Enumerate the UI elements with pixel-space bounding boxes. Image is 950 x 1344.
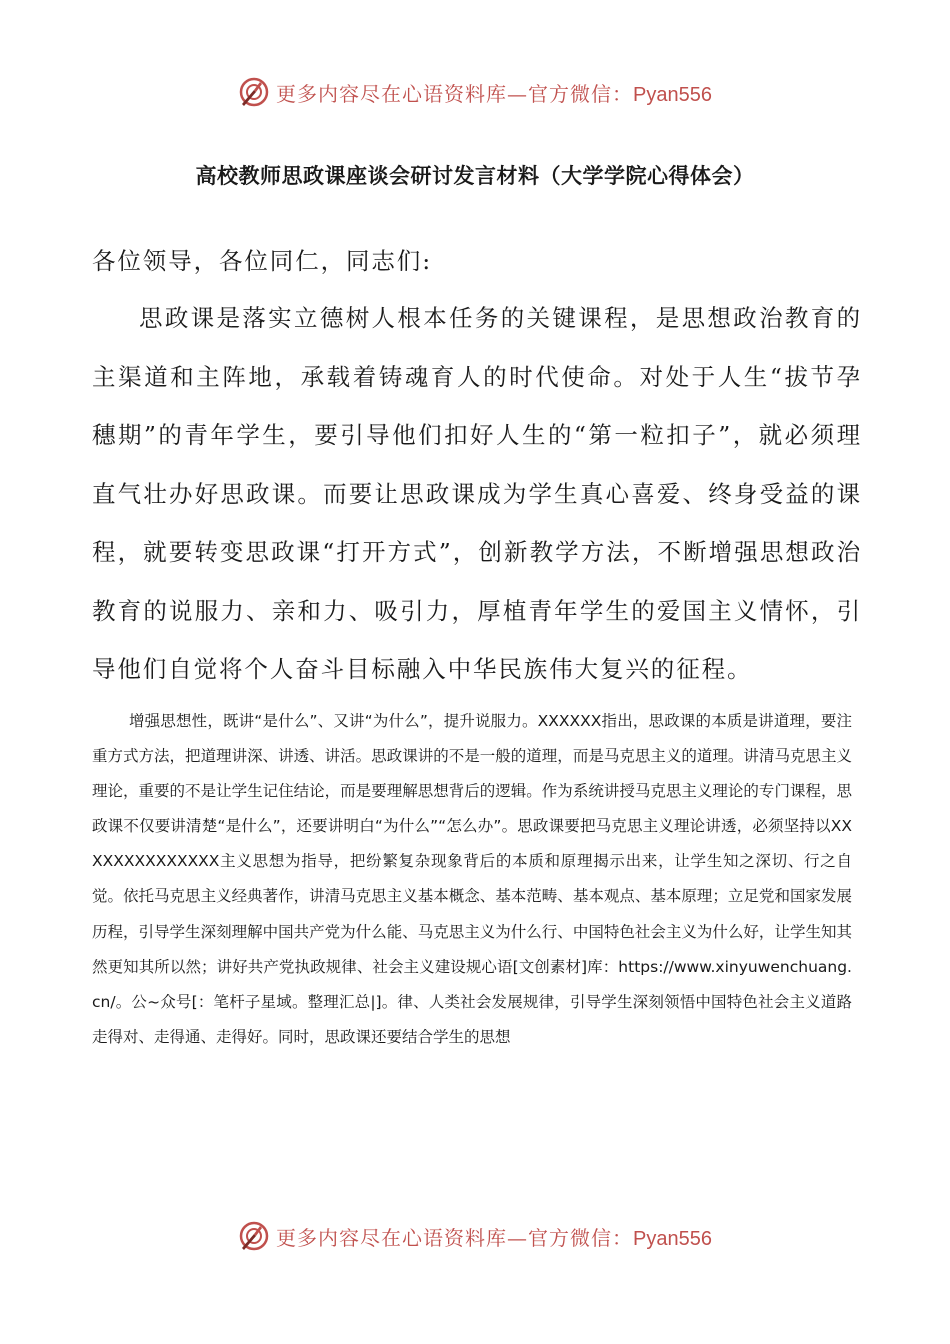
brand-logo-icon — [238, 76, 270, 108]
paragraph-2: 增强思想性，既讲“是什么”、又讲“为什么”，提升说服力。XXXXXX指出，思政课的本质是讲道理，要注重方式方法，把道理讲深、讲透、讲活。思政课讲的不是一般的道理，而是马克思主义的道理。讲清马克思主义理论，重要的不是让学生记住结论，而是要理解思想背后的逻辑。作为系统讲授马克思主义理论的专门课程，思政课不仅要讲清楚“是什么”，还要讲明白“为什么”“怎么办”。思政课要把马克思主义理论讲透，必须坚持以XXXXXXXXXXXXXX主义思想为指导，把纷繁复杂现象背后的本质和原理揭示出来，让学生知之深切、行之自觉。依托马克思主义经典著作，讲清马克思主义基本概念、基本范畴、基本观点、基本原理；立足党和国家发展历程，引导学生深刻理解中国共产党为什么能、马克思主义为什么行、中国特色社会主义为什么好，让学生知其然更知其所以然；讲好共产党执政规律、社会主义建设规心语[文创素材]库：https://www.xinyuwenchuang.cn/。公~众号[：笔杆子星域。整理汇总|]。律、人类社会发展规律，引导学生深刻领悟中国特色社会主义道路走得对、走得通、走得好。同时，思政课还要结合学生的思想 — [92, 712, 852, 1046]
banner-wechat-id: Pyan556 — [633, 1227, 712, 1250]
banner-text: 更多内容尽在心语资料库—官方微信：Pyan556 — [276, 81, 712, 106]
document-title: 高校教师思政课座谈会研讨发言材料（大学学院心得体会） — [195, 164, 755, 188]
paragraph-1: 思政课是落实立德树人根本任务的关键课程，是思想政治教育的主渠道和主阵地，承载着铸魂育人的时代使命。对处于人生“拔节孕穗期”的青年学生，要引导他们扣好人生的“第一粒扣子”，就必须理直气壮办好思政课。而要让思政课成为学生真心喜爱、终身受益的课程，就要转变思政课“打开方式”，创新教学方法，不断增强思想政治教育的说服力、亲和力、吸引力，厚植青年学生的爱国主义情怀，引导他们自觉将个人奋斗目标融入中华民族伟大复兴的征程。 — [92, 304, 862, 683]
banner-wechat-id: Pyan556 — [633, 83, 712, 106]
greeting: 各位领导，各位同仁，同志们: — [92, 247, 433, 275]
brand-logo-icon — [238, 1220, 270, 1252]
banner-text: 更多内容尽在心语资料库—官方微信：Pyan556 — [276, 1225, 712, 1250]
footer-banner — [0, 1214, 950, 1258]
header-banner — [0, 70, 950, 114]
